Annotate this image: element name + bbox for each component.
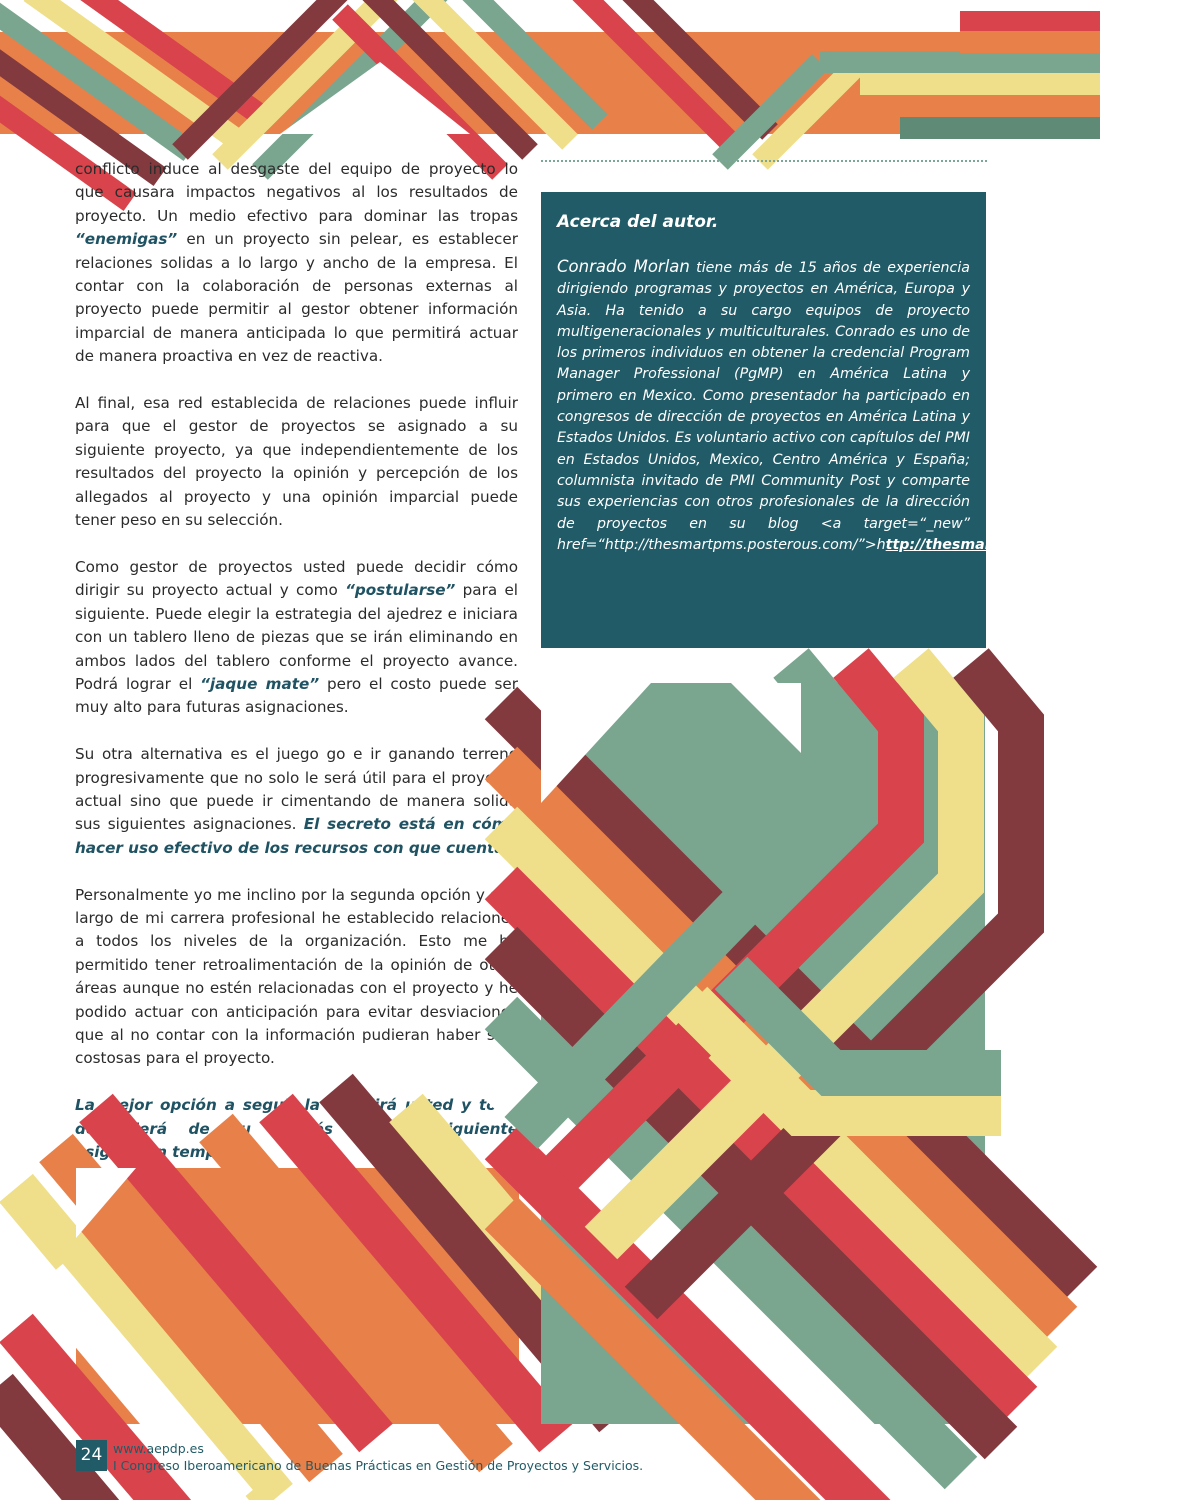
- author-name: Conrado Morlan: [557, 257, 690, 276]
- author-bio: Conrado Morlan tiene más de 15 años de experiencia dirigiendo programas y proyectos en América, Europa y Asia. Ha tenido a su cargo equipos de proyecto multigeneracionales y multiculturales. Conrado es uno de los primeros individuos en obtener la credencial Program Manager Professional (PgMP) en América Latina y primero en Mexico. Como presentador ha participado en congresos de dirección de proyectos en América Latina y Estados Unidos. Es voluntario activo con capítulos del PMI en Estados Unidos, Mexico, Centro América y España; columnista invitado de PMI Community Post y comparte sus experiencias con otros profesionales de la dirección de proyectos en su blog <a target=“_new” href=“http://thesmartpms.posterous.com/”>http://thesmartpms.posterous.com/</a>: [557, 257, 1199, 553]
- stripe-artwork-right: [541, 683, 985, 1424]
- author-blog-link[interactable]: ttp://thesmartpms.posterous.com/</a>: [885, 536, 1199, 553]
- author-box-title: Acerca del autor.: [557, 212, 719, 232]
- highlight-secreto: El secreto está en cómo hacer uso efectivo de los recursos con que cuenta.: [75, 815, 518, 857]
- paragraph-5: Personalmente yo me inclino por la segunda opción y a lo largo de mi carrera profesional he establecido relaciones a todos los niveles de la organización. Esto me ha permitido tener retroalimentación de la opinión de otras áreas aunque no estén relacionadas con el proyecto y he podido actuar con anticipación para evitar desviaciones que al no contar con la información pudieran haber sido costosas para el proyecto.: [75, 885, 518, 1068]
- closing-statement: La mejor opción a seguir la decidirá usted y todo dependerá de su interés en su siguiente asignación temporal.: [75, 1096, 518, 1161]
- paragraph-2: Al final, esa red establecida de relaciones puede influir para que el gestor de proyectos se asignado a su siguiente proyecto, ya que independientemente de los resultados del proyecto la opinión y percepción de los allegados al proyecto y una opinión imparcial puede tener peso en su selección.: [75, 394, 518, 530]
- highlight-jaque-mate: “jaque mate”: [200, 674, 320, 693]
- author-box: [541, 192, 1199, 648]
- article-column: [75, 158, 518, 1188]
- stripe-artwork-left: [76, 1168, 519, 1424]
- highlight-postularse: “postularse”: [345, 581, 456, 600]
- paragraph-4: Su otra alternativa es el juego go e ir ganando terreno progresivamente que no solo le será útil para el proyecto actual sino que puede ir cimentando de manera solida sus siguientes asignaciones. El secreto está en cómo hacer uso efectivo de los recursos con que cuenta.: [75, 745, 518, 857]
- paragraph-3: Como gestor de proyectos usted puede decidir cómo dirigir su proyecto actual y como “postularse” para el siguiente. Puede elegir la estrategia del ajedrez e iniciara con un tablero lleno de piezas que se irán eliminando en ambos lados del tablero conforme el proyecto avance. Podrá lograr el “jaque mate” pero el costo puede ser muy alto para futuras asignaciones.: [75, 557, 519, 717]
- top-stripe-banner: [0, 32, 1060, 134]
- dotted-divider: [541, 160, 987, 162]
- footer-conference-title: I Congreso Iberoamericano de Buenas Prácticas en Gestión de Proyectos y Servicios.: [113, 1458, 644, 1473]
- page-number: 24: [76, 1440, 107, 1471]
- footer-url[interactable]: www.aepdp.es: [113, 1441, 204, 1456]
- highlight-enemigas: “enemigas”: [75, 230, 178, 249]
- paragraph-1: conflicto induce al desgaste del equipo de proyecto lo que causara impactos negativos al los resultados de proyecto. Un medio efectivo para dominar las tropas “enemigas” en un proyecto sin pelear, es establecer relaciones solidas a lo largo y ancho de la empresa. El contar con la colaboración de personas externas al proyecto puede permitir al gestor obtener información imparcial de manera anticipada lo que permitirá actuar de manera proactiva en vez de reactiva.: [75, 160, 518, 366]
